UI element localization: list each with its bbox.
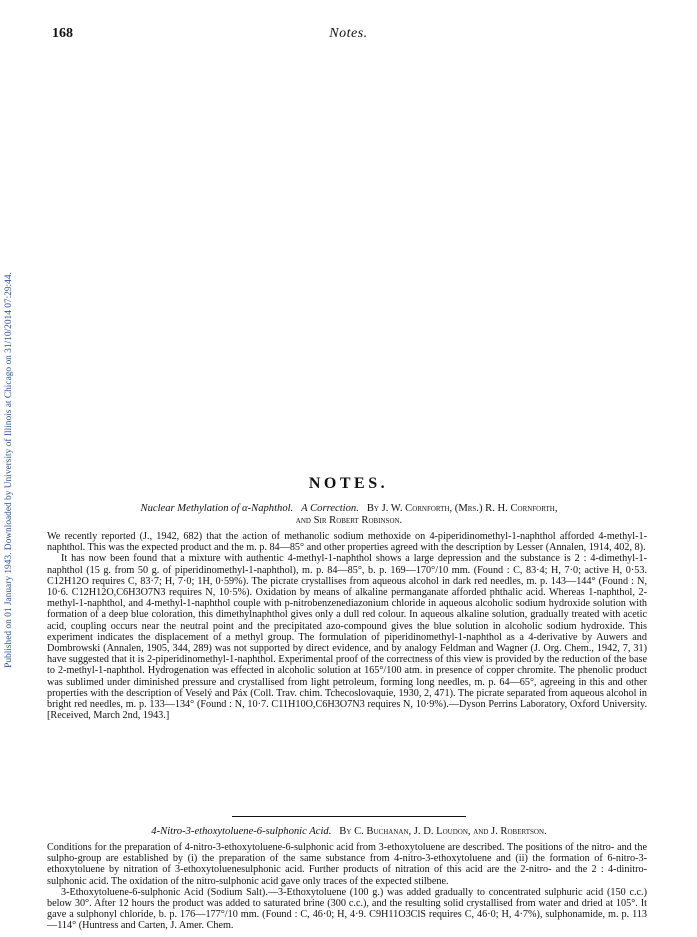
article1-title: Nuclear Methylation of α-Naphthol. — [140, 503, 294, 514]
article1-heading — [44, 503, 654, 527]
article2-paragraph: 3-Ethoxytoluene-6-sulphonic Acid (Sodium Salt).—3-Ethoxytoluene (100 g.) was added gradually to concentrated sulphuric acid (150 c.c.) below 30°. After 12 hours the product was added to saturated brine (300 c.c.), and the resulting solid crystallised from water and dried at 105°. It gave a sulphonyl chloride, b. p. 176—177°/10 mm. (Found : C, 46·0; H, 4·9. C9H11O3ClS requires C, 46·0; H, 4·7%), sulphonamide, m. p. 113—114° (Huntress and Carten, J. Amer. Chem. — [47, 886, 647, 932]
article1-authors-line1: By J. W. Cornforth, (Mrs.) R. H. Cornforth, — [366, 503, 558, 514]
article2-heading — [44, 826, 654, 838]
article2-title: 4-Nitro-3-ethoxytoluene-6-sulphonic Acid. — [151, 826, 332, 837]
article1-authors-line2: and Sir Robert Robinson. — [295, 515, 403, 526]
page-number: 168 — [52, 26, 73, 41]
article2-authors: By C. Buchanan, J. D. Loudon, and J. Robertson. — [339, 826, 547, 837]
article-separator — [232, 816, 466, 817]
article2-body — [47, 842, 647, 932]
article1-paragraph: We recently reported (J., 1942, 682) that the action of methanolic sodium methoxide on 4-piperidinomethyl-1-naphthol afforded 4-methyl-1-naphthol. This was the expected product and the m. p. 84—85° and other properties agreed with the description by Lesser (Annalen, 1914, 402, 8). — [47, 531, 647, 554]
article1-paragraph: It has now been found that a mixture with authentic 4-methyl-1-naphthol shows a large depression and the substance is 2 : 4-dimethyl-1-naphthol (15 g. from 50 g. of piperidinomethyl-1-naphthol), m. p. 84—85°, b. p. 169—170°/10 mm. (Found : C, 83·4; H, 7·0; active H, 0·53. C12H12O requires C, 83·7; H, 7·0; 1H, 0·59%). The picrate crystallises from aqueous alcohol in dark red needles, m. p. 143—144° (Found : N, 10·6. C12H12O,C6H3O7N3 requires N, 10·5%). Oxidation by means of alkaline permanganate afforded phthalic acid. Whereas 1-naphthol, 2-methyl-1-naphthol, and 4-methyl-1-naphthol couple with p-nitrobenzenediazonium chloride in aqueous alcoholic sodium hydroxide solution with formation of a deep blue coloration, this dimethylnaphthol gives only a dull red colour. In aqueous alkaline solution, gradually treated with acetic acid, coupling occurs near the neutral point and the precipitated azo-compound gives the blue solution in alcoholic sodium hydroxide. This experiment indicates the displacement of a methyl group. The formulation of piperidinomethyl-1-naphthol as a 4-derivative by Auwers and Dombrowski (Annalen, 1905, 344, 289) was not supported by direct evidence, and by analogy Feldman and Wagner (J. Org. Chem., 1942, 7, 31) have suggested that it is 2-piperidinomethyl-1-naphthol. Experimental proof of the correctness of this view is provided by the reduction of the base to 2-methyl-1-naphthol. Hydrogenation was effected in alcoholic solution at 165°/100 atm. in presence of copper chromite. The phenolic product was sublimed under diminished pressure and crystallised from light petroleum, forming long needles, m. p. 64—65°, agreeing in this and other properties with the description of Veselý and Páx (Coll. Trav. chim. Tchecoslovaquie, 1930, 2, 471). The picrate separated from aqueous alcohol in bright red needles, m. p. 133—134° (Found : N, 10·7. C11H10O,C6H3O7N3 requires N, 10·9%).—Dyson Perrins Laboratory, Oxford University. [Received, March 2nd, 1943.] — [47, 553, 647, 722]
article1-body — [47, 531, 647, 721]
publication-stamp-text: Published on 01 January 1943. Downloaded by University of Illinois at Chicago on 31/10/2014 07:29:44. — [4, 272, 14, 668]
publication-stamp — [0, 0, 18, 937]
article2-paragraph: Conditions for the preparation of 4-nitro-3-ethoxytoluene-6-sulphonic acid from 3-ethoxytoluene are described. The positions of the nitro- and the sulpho-group are established by (i) the preparation of the same substance from 4-nitro-3-ethoxytoluene and (ii) the formation of 6-nitro-3-ethoxytoluene by nitration of 3-ethoxytoluenesulphonic acid. Further products of nitration of this acid are the 2-nitro- and the 2 : 4-dinitro-sulphonic acid. The oxidation of the nitro-sulphonic acid gave only traces of the expected stilbene. — [47, 842, 647, 887]
running-head: Notes. — [329, 26, 368, 41]
article1-subtitle: A Correction. — [301, 503, 359, 514]
section-title: NOTES. — [308, 475, 389, 492]
